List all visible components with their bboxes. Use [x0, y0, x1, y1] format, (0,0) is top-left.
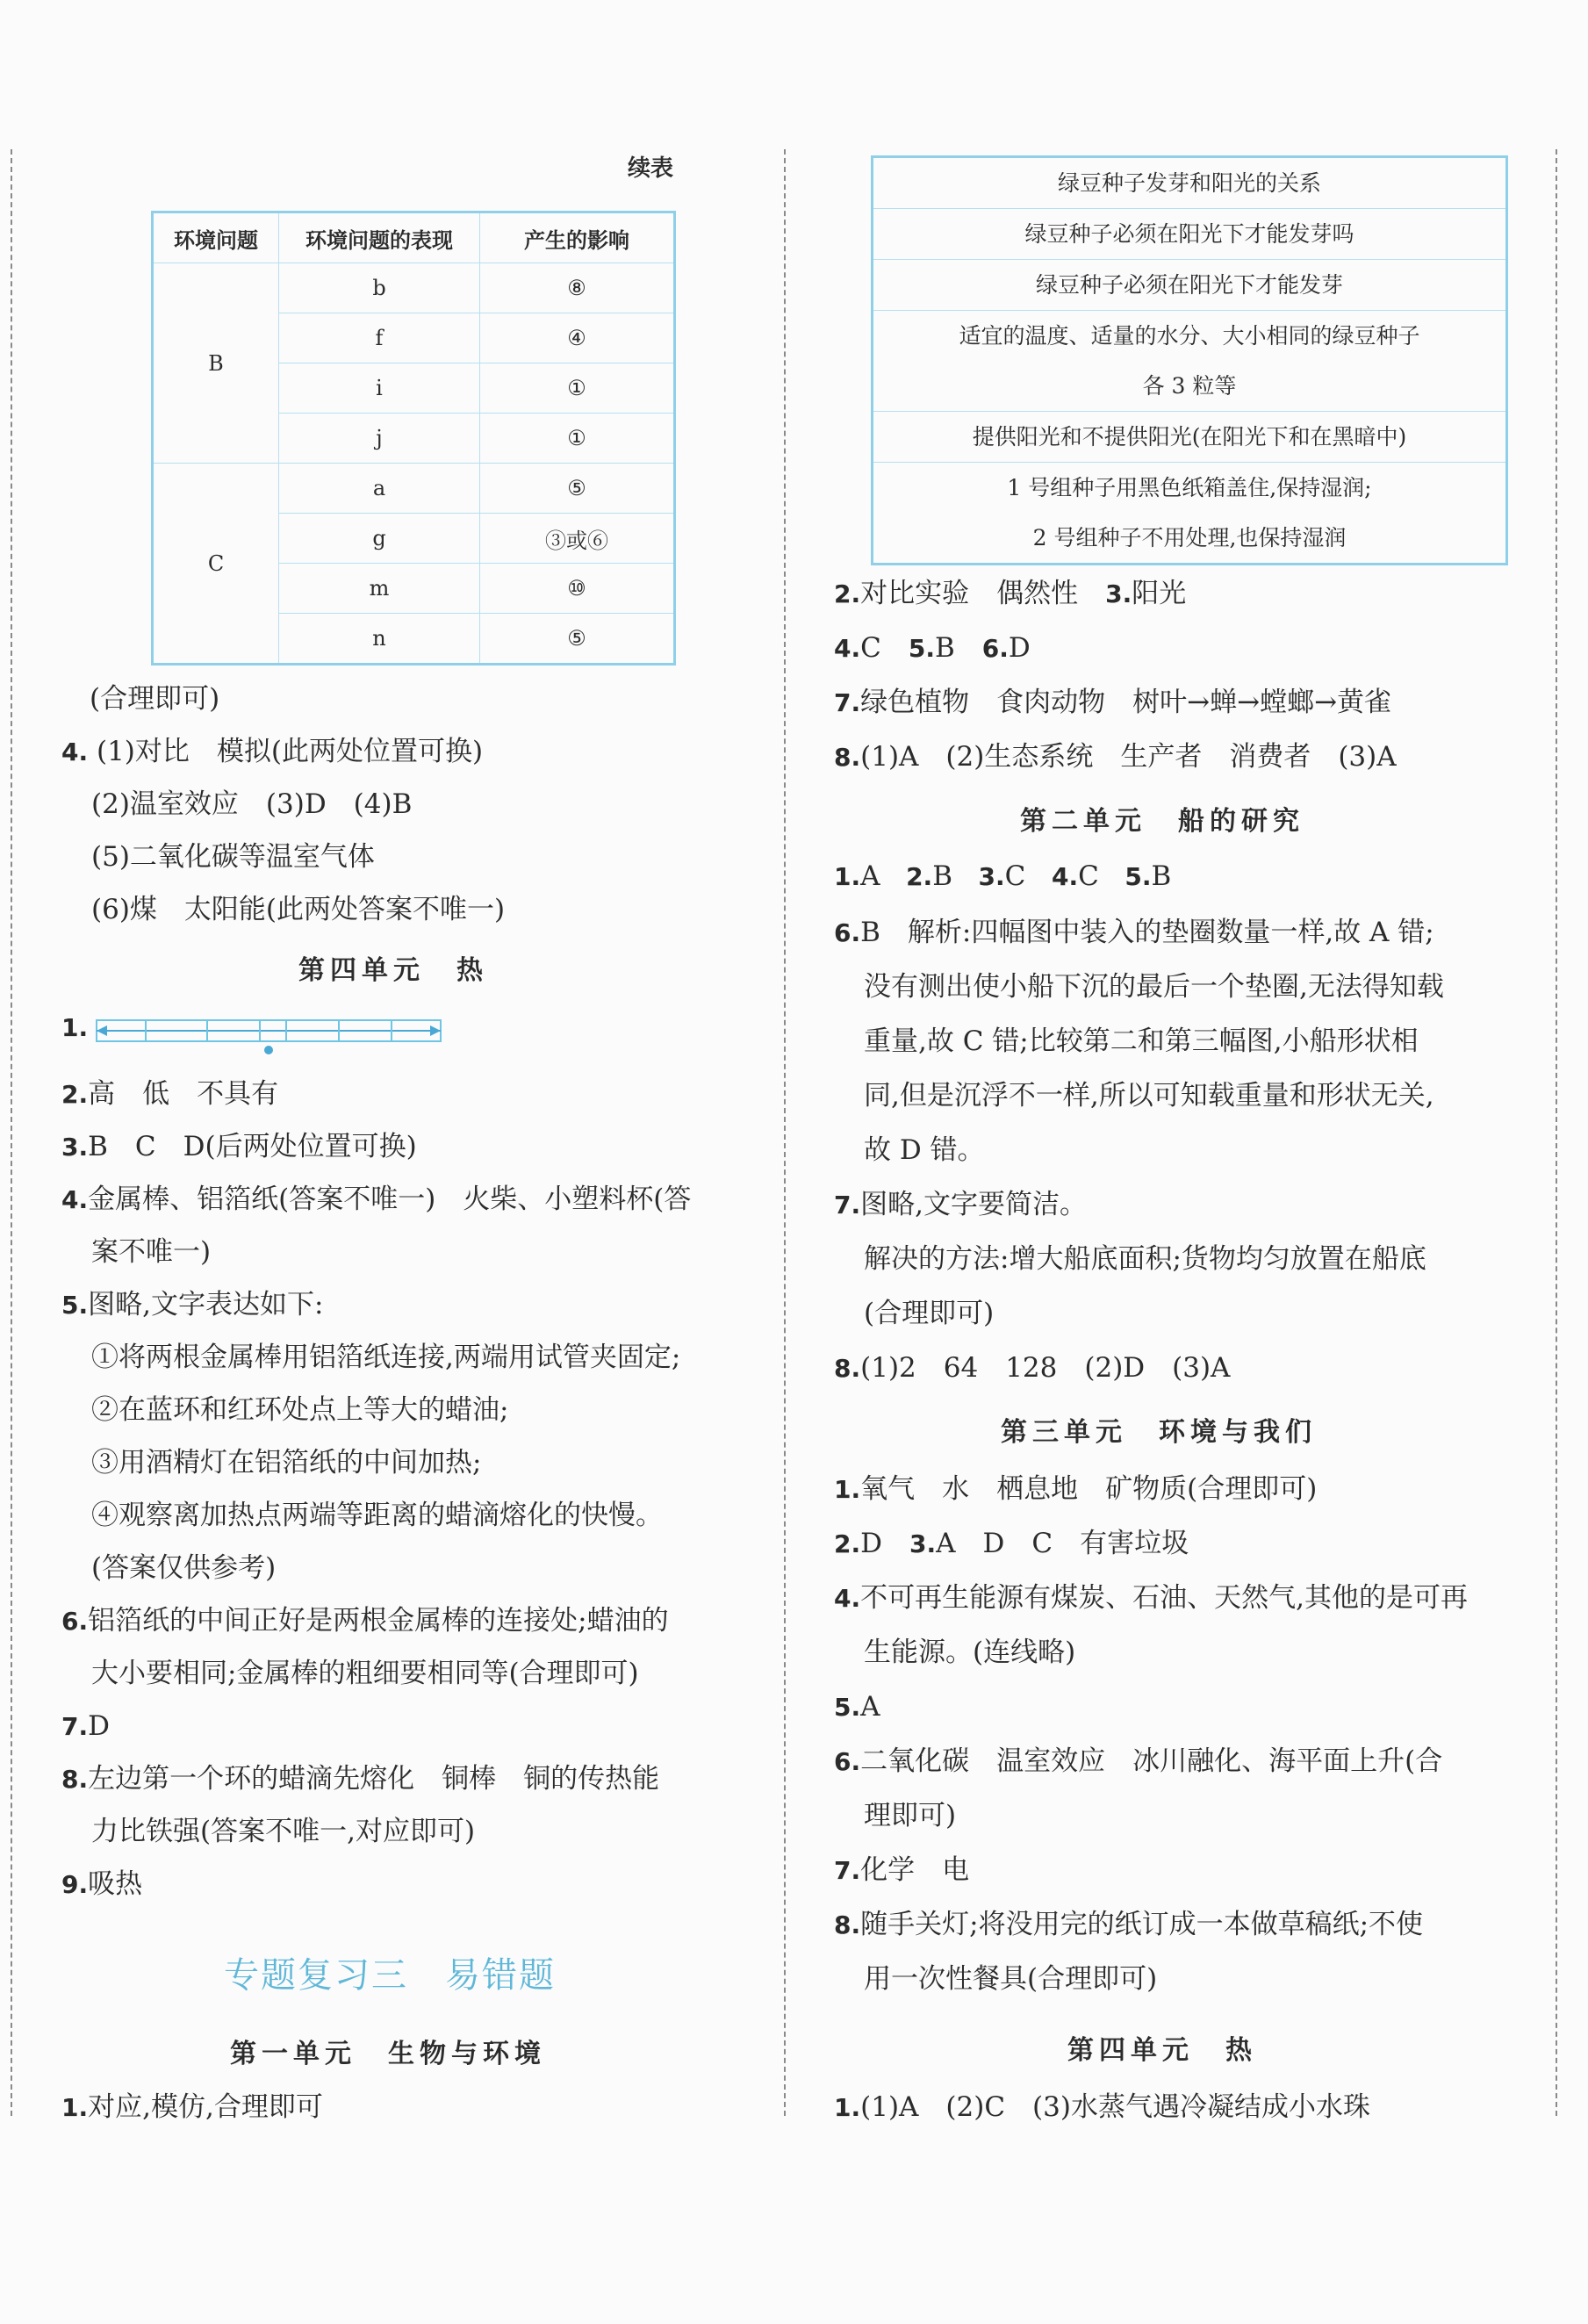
answer-text: 图略,文字表达如下:: [88, 1289, 324, 1320]
answer-5: [61, 1287, 323, 1323]
problem-cell: B: [153, 263, 279, 464]
answer-line: ②在蓝环和红环处点上等大的蜡油;: [91, 1394, 509, 1426]
table-cell: ①: [480, 363, 675, 414]
question-number: 8.: [61, 1765, 89, 1794]
question-number: 4.: [61, 1185, 89, 1214]
answer-line: 故 D 错。: [864, 1134, 985, 1166]
question-number: 5.: [1125, 862, 1152, 891]
answer-7: [834, 685, 1391, 721]
answer-text: 阳光: [1132, 578, 1187, 609]
question-number: 6.: [61, 1607, 89, 1636]
right-margin-rule: [1556, 149, 1557, 2116]
arrow-left-icon: [97, 1025, 107, 1036]
question-number: 7.: [834, 1191, 861, 1220]
table-cell: m: [279, 564, 480, 614]
question-number: 7.: [834, 1856, 861, 1885]
answer-text: 二氧化碳 温室效应 冰川融化、海平面上升(合: [860, 1745, 1443, 1777]
question-number: 1.: [834, 862, 861, 891]
answer-text: C: [1004, 860, 1026, 892]
answer-1: [834, 2090, 1370, 2126]
answer-line: ③用酒精灯在铝箔纸的中间加热;: [91, 1447, 482, 1479]
experiment-row-line: 1 号组种子用黑色纸箱盖住,保持湿润;: [1007, 475, 1372, 500]
answer-4: [61, 1182, 691, 1218]
answer-text: B: [932, 860, 952, 892]
table-cell: ⑤: [480, 464, 675, 514]
unit-heading: 第四单元 热: [298, 955, 488, 986]
section-title: 专题复习三 易错题: [224, 1955, 556, 1996]
answer-4: [834, 1580, 1468, 1616]
question-number: 5.: [61, 1291, 89, 1320]
answer-text: (1)A (2)C (3)水蒸气遇冷凝结成小水珠: [860, 2091, 1370, 2123]
table-cell: ⑧: [480, 263, 675, 313]
table-cell: f: [279, 313, 480, 363]
experiment-row-line: 适宜的温度、适量的水分、大小相同的绿豆种子: [959, 323, 1420, 349]
column-divider: [784, 149, 786, 2116]
heat-diagram: [93, 1010, 444, 1059]
experiment-row: [873, 463, 1505, 563]
answer-text: 铝箔纸的中间正好是两根金属棒的连接处;蜡油的: [88, 1605, 669, 1637]
table-row: [153, 263, 675, 313]
answer-6: [61, 1603, 669, 1639]
table-cell: ③或⑥: [480, 514, 675, 564]
question-number: 7.: [834, 688, 861, 717]
left-margin-rule: [11, 149, 12, 2116]
table-cell: ⑩: [480, 564, 675, 614]
table-cell: a: [279, 464, 480, 514]
question-number: 4.: [834, 634, 861, 663]
answer-text: B: [934, 632, 982, 664]
table-cell: b: [279, 263, 480, 313]
answer-1: [834, 1471, 1317, 1507]
answer-1: [61, 1010, 88, 1046]
question-number: 8.: [834, 1910, 861, 1939]
header-cell: 环境问题的表现: [279, 212, 480, 263]
answer-line: 大小要相同;金属棒的粗细要相同等(合理即可): [91, 1658, 639, 1689]
answer-text: 高 低 不具有: [88, 1078, 279, 1110]
answer-8: [834, 1907, 1423, 1943]
answer-line: 解决的方法:增大船底面积;货物均匀放置在船底: [864, 1243, 1426, 1275]
answer-text: B 解析:四幅图中装入的垫圈数量一样,故 A 错;: [860, 917, 1434, 948]
answer-6: [834, 915, 1434, 951]
table-cell: n: [279, 614, 480, 665]
answer-text: D: [1008, 632, 1031, 664]
answer-text: 不可再生能源有煤炭、石油、天然气,其他的是可再: [860, 1582, 1468, 1614]
question-number: 3.: [1105, 579, 1132, 608]
answer-line: ④观察离加热点两端等距离的蜡滴熔化的快慢。: [91, 1500, 663, 1531]
answer-8: [834, 739, 1397, 775]
answer-7: [834, 1853, 969, 1889]
answer-text: 随手关灯;将没用完的纸订成一本做草稿纸;不使: [860, 1909, 1424, 1940]
answer-1: [61, 2090, 323, 2126]
table-cell: ④: [480, 313, 675, 363]
table-cell: ⑤: [480, 614, 675, 665]
table-cell: ①: [480, 414, 675, 464]
question-number: 5.: [834, 1693, 861, 1722]
answer-line: 同,但是沉浮不一样,所以可知载重量和形状无关,: [864, 1080, 1434, 1112]
table-cell: j: [279, 414, 480, 464]
answer-text: 氧气 水 栖息地 矿物质(合理即可): [860, 1473, 1318, 1505]
answer-text: B C D(后两处位置可换): [88, 1131, 417, 1162]
header-cell: 产生的影响: [480, 212, 675, 263]
answer-line: 生能源。(连线略): [864, 1637, 1076, 1668]
experiment-row-line: 各 3 粒等: [1142, 373, 1237, 399]
answer-2: [61, 1076, 278, 1112]
question-number: 6.: [834, 918, 861, 947]
experiment-row: 绿豆种子发芽和阳光的关系: [873, 158, 1505, 209]
answer-7: [61, 1709, 110, 1745]
answer-line: (5)二氧化碳等温室气体: [91, 841, 375, 873]
answer-text: 对应,模仿,合理即可: [88, 2091, 323, 2123]
answer-text: (1)2 64 128 (2)D (3)A: [860, 1352, 1231, 1384]
answer-text: A D C 有害垃圾: [936, 1528, 1189, 1559]
answer-text: C: [1078, 860, 1099, 892]
answer-note: (合理即可): [90, 683, 220, 715]
answer-text: A: [860, 1691, 880, 1723]
answer-text: 金属棒、铝箔纸(答案不唯一) 火柴、小塑料杯(答: [88, 1184, 692, 1215]
question-number: 8.: [834, 743, 861, 772]
question-number: 7.: [61, 1712, 89, 1741]
answer-2-3: [834, 576, 1186, 612]
answer-5: [834, 1689, 880, 1725]
question-number: 8.: [834, 1354, 861, 1383]
experiment-row: [873, 311, 1505, 412]
question-number: 4.: [834, 1584, 861, 1613]
answer-8: [834, 1350, 1230, 1386]
answer-line: ①将两根金属棒用铝箔纸连接,两端用试管夹固定;: [91, 1342, 681, 1373]
unit-heading: 第四单元 热: [1067, 2035, 1257, 2066]
answer-line: 案不唯一): [91, 1236, 212, 1268]
question-number: 1.: [834, 1475, 861, 1504]
arrow-right-icon: [430, 1025, 441, 1036]
answer-text: (1)对比 模拟(此两处位置可换): [96, 736, 484, 767]
environment-table: [151, 211, 676, 666]
question-number: 3.: [61, 1133, 89, 1162]
answer-2-3: [834, 1526, 1189, 1562]
question-number: 1.: [61, 2093, 89, 2122]
answer-text: 左边第一个环的蜡滴先熔化 铜棒 铜的传热能: [88, 1763, 660, 1795]
answer-text: 图略,文字要简洁。: [860, 1189, 1087, 1220]
answer-1-5: [834, 859, 1171, 895]
answer-text: D: [88, 1710, 110, 1742]
answer-text: 绿色植物 食肉动物 树叶→蝉→螳螂→黄雀: [860, 687, 1392, 718]
header-cell: 环境问题: [153, 212, 279, 263]
answer-text: 化学 电: [860, 1854, 970, 1886]
answer-3: [61, 1129, 417, 1165]
answer-6: [834, 1744, 1442, 1780]
answer-line: 力比铁强(答案不唯一,对应即可): [91, 1816, 476, 1847]
answer-text: C: [860, 632, 909, 664]
answer-7: [834, 1187, 1087, 1223]
unit-heading: 第三单元 环境与我们: [1001, 1417, 1317, 1448]
question-number: 6.: [834, 1747, 861, 1776]
question-number: 1.: [61, 1013, 89, 1042]
experiment-row-line: 2 号组种子不用处理,也保持湿润: [1032, 525, 1347, 550]
question-number: 2.: [834, 579, 861, 608]
answer-line: (答案仅供参考): [91, 1552, 277, 1584]
question-number: 1.: [834, 2093, 861, 2122]
table-cell: i: [279, 363, 480, 414]
answer-line: (2)温室效应 (3)D (4)B: [91, 788, 413, 820]
experiment-row: 绿豆种子必须在阳光下才能发芽吗: [873, 209, 1505, 260]
table-row: [153, 464, 675, 514]
answer-text: A: [860, 860, 880, 892]
answer-line: (合理即可): [864, 1298, 995, 1329]
question-number: 6.: [981, 634, 1009, 663]
answer-text: B: [1151, 860, 1172, 892]
answer-text: (1)A (2)生态系统 生产者 消费者 (3)A: [860, 741, 1397, 773]
answer-4-6: [834, 630, 1031, 666]
question-number: 2.: [906, 862, 933, 891]
unit-heading: 第一单元 生物与环境: [230, 2039, 546, 2069]
question-number: 5.: [908, 634, 935, 663]
experiment-row: 绿豆种子必须在阳光下才能发芽: [873, 260, 1505, 311]
heat-point-icon: [264, 1046, 273, 1054]
question-number: 2.: [61, 1080, 89, 1109]
answer-line: 理即可): [864, 1800, 957, 1831]
question-number: 3.: [909, 1529, 937, 1558]
answer-4: [61, 734, 483, 770]
experiment-row: 提供阳光和不提供阳光(在阳光下和在黑暗中): [873, 412, 1505, 463]
answer-text: D: [860, 1528, 909, 1559]
answer-8: [61, 1761, 659, 1797]
question-number: 4.: [1051, 862, 1079, 891]
question-number: 3.: [978, 862, 1005, 891]
unit-heading: 第二单元 船的研究: [1020, 806, 1304, 837]
continue-label: 续表: [628, 155, 674, 182]
answer-text: 吸热: [88, 1868, 143, 1900]
question-number: 9.: [61, 1870, 89, 1899]
experiment-table: [871, 155, 1508, 565]
table-cell: g: [279, 514, 480, 564]
answer-line: (6)煤 太阳能(此两处答案不唯一): [91, 894, 506, 925]
answer-text: 对比实验 偶然性: [860, 578, 1106, 609]
answer-line: 用一次性餐具(合理即可): [864, 1963, 1158, 1995]
answer-9: [61, 1867, 142, 1903]
answer-line: 重量,故 C 错;比较第二和第三幅图,小船形状相: [864, 1025, 1419, 1057]
answer-line: 没有测出使小船下沉的最后一个垫圈,无法得知载: [864, 971, 1444, 1003]
question-number: 2.: [834, 1529, 861, 1558]
question-number: 4.: [61, 737, 89, 766]
table-header-row: [153, 212, 675, 263]
problem-cell: C: [153, 464, 279, 665]
